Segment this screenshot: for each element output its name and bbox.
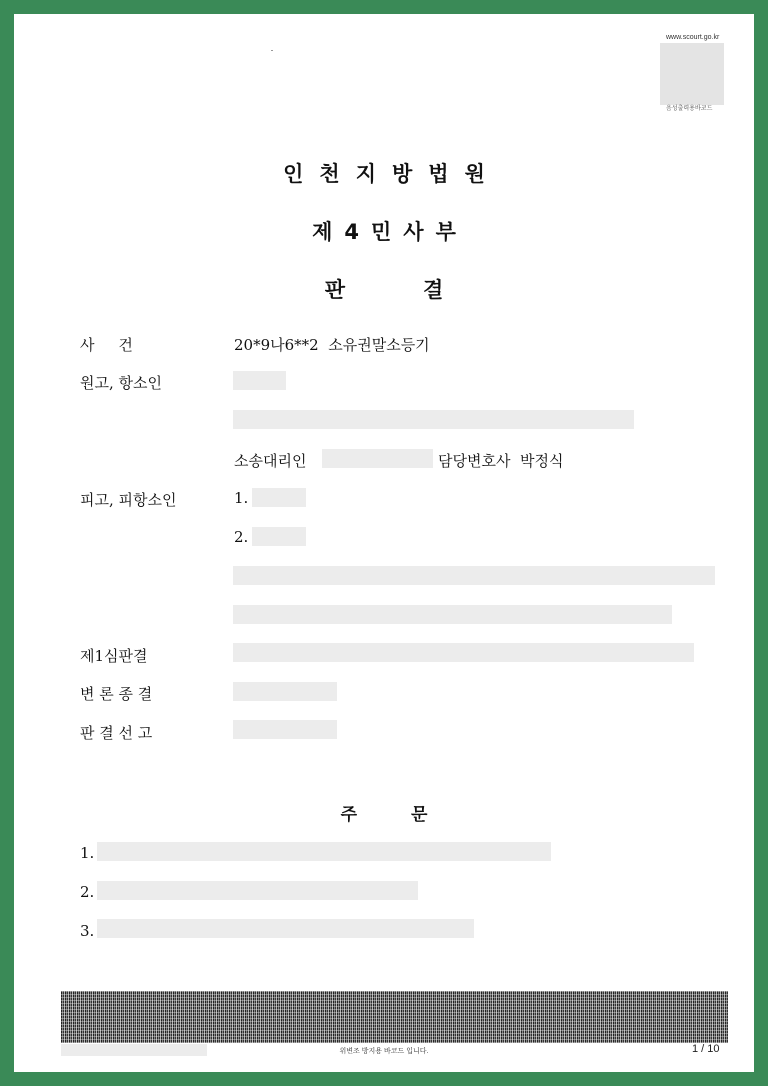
plaintiff-label: 원고, 항소인 xyxy=(80,374,162,392)
counsel-attorney: 담당변호사 박정식 xyxy=(438,452,564,470)
document-type-right: 결 xyxy=(423,278,444,302)
case-label: 사 건 xyxy=(80,336,133,354)
barcode-note: 위변조 방지용 바코드 입니다. xyxy=(339,1048,429,1055)
page-number: 1 / 10 xyxy=(692,1043,720,1055)
site-url: www.scourt.go.kr xyxy=(666,34,720,41)
defendant-2-number: 2. xyxy=(234,528,249,546)
order-2-number: 2. xyxy=(80,883,95,901)
case-value: 20*9나6**2 소유권말소등기 xyxy=(234,336,430,354)
defendant-1-number: 1. xyxy=(234,489,249,507)
pronouncement-date-redacted xyxy=(233,720,337,739)
pronouncement-label: 판 결 선 고 xyxy=(80,724,153,742)
defendant-1-redacted xyxy=(252,488,306,507)
scan-speck xyxy=(271,50,273,51)
qr-code-label: 음성출력용바코드 xyxy=(666,106,713,112)
plaintiff-address-redacted xyxy=(233,410,634,429)
document-page xyxy=(14,14,754,1072)
defendant-2-redacted xyxy=(252,527,306,546)
first-instance-redacted xyxy=(233,643,694,662)
orders-title-right: 문 xyxy=(411,805,428,825)
orders-title xyxy=(14,800,754,825)
order-2-redacted xyxy=(97,881,418,900)
division-name: 제4민사부 xyxy=(312,220,468,244)
order-1-number: 1. xyxy=(80,844,95,862)
defendant-address-1-redacted xyxy=(233,566,715,585)
first-instance-label: 제1심판결 xyxy=(80,647,148,665)
counsel-prefix: 소송대리인 xyxy=(234,452,307,470)
closing-label: 변 론 종 결 xyxy=(80,685,153,703)
law-firm-redacted xyxy=(322,449,433,468)
qr-code xyxy=(660,43,724,105)
order-3-number: 3. xyxy=(80,922,95,940)
orders-title-left: 주 xyxy=(340,805,357,825)
order-3-redacted xyxy=(97,919,474,938)
document-type-left: 판 xyxy=(324,278,345,302)
document-type xyxy=(14,274,754,304)
closing-date-redacted xyxy=(233,682,337,701)
court-name: 인천지방법원 xyxy=(283,162,501,186)
plaintiff-name-redacted xyxy=(233,371,286,390)
defendant-label: 피고, 피항소인 xyxy=(80,491,177,509)
order-1-redacted xyxy=(97,842,551,861)
defendant-address-2-redacted xyxy=(233,605,672,624)
anti-forgery-barcode xyxy=(61,991,728,1043)
